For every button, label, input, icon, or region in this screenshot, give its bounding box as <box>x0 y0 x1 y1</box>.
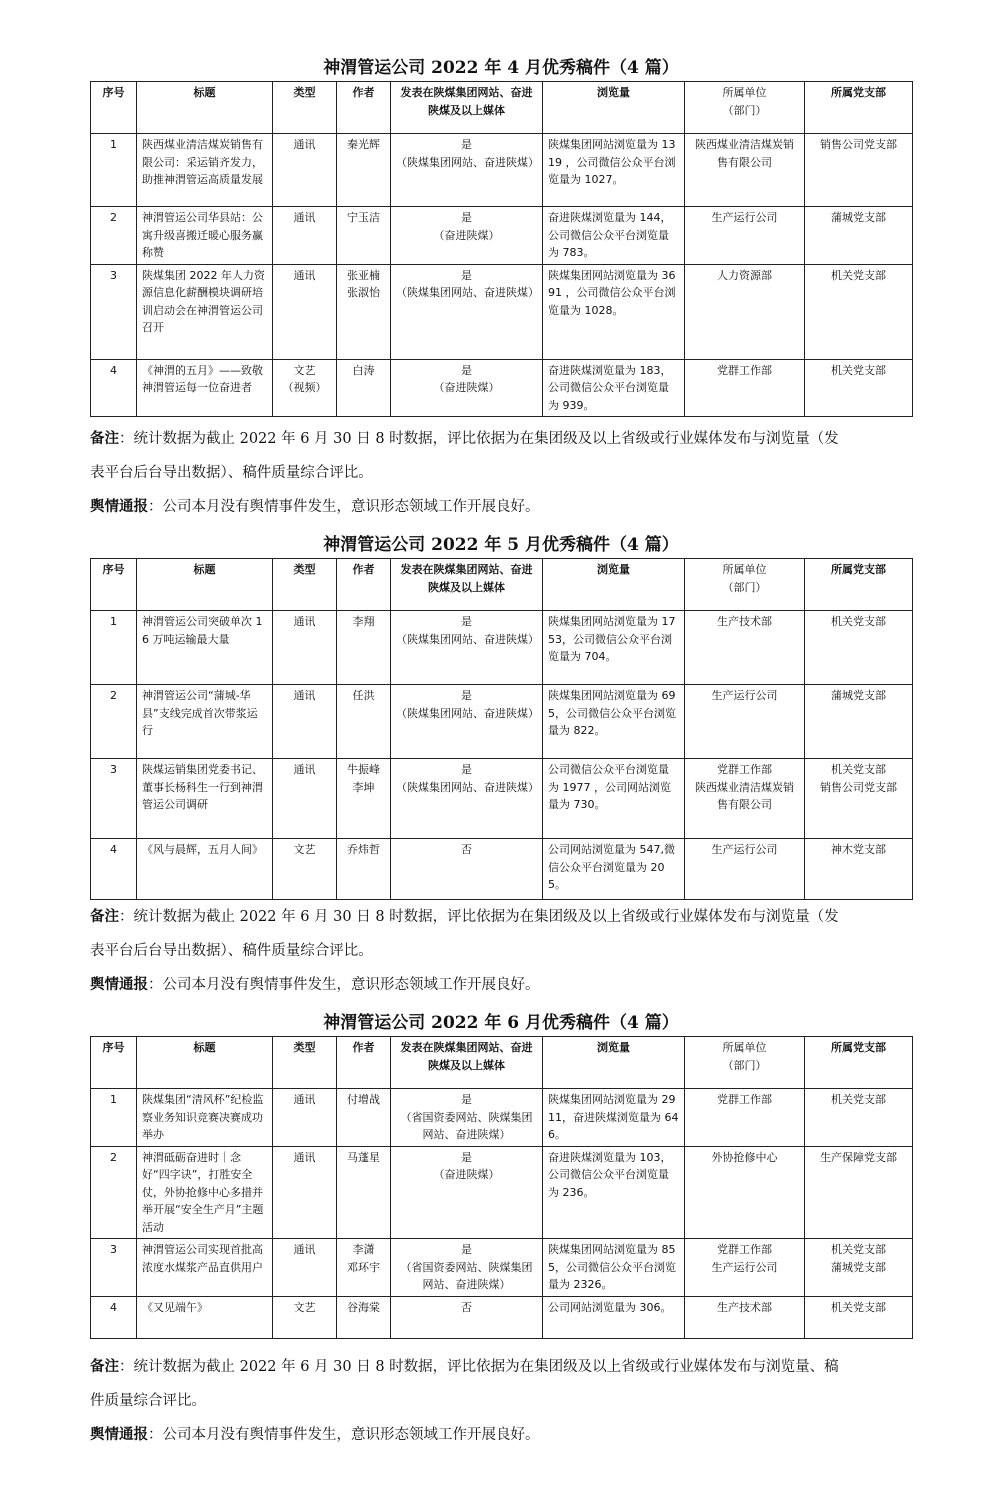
cell-publish <box>391 1146 543 1239</box>
header-type: 类型 <box>273 82 337 134</box>
cell-publish-line: 是 <box>461 363 472 377</box>
cell-type: 文艺 <box>273 1296 337 1338</box>
cell-author: 秦光辉 <box>337 134 391 207</box>
cell-unit-line: 陕西煤业清洁煤炭销售有限公司 <box>695 780 794 811</box>
cell-title: 神渭管运公司“蒲城-华县”支线完成首次带浆运行 <box>137 685 273 759</box>
cell-title: 《又见端午》 <box>137 1296 273 1338</box>
cell-branch: 机关党支部 <box>805 1296 913 1338</box>
cell-type: 通讯 <box>273 207 337 265</box>
cell-publish: 否 <box>391 839 543 900</box>
cell-views: 公司网站浏览量为 306。 <box>543 1296 685 1338</box>
cell-author-line: 李坤 <box>352 780 375 794</box>
cell-unit: 党群工作部 <box>685 359 805 417</box>
cell-publish-line: 是 <box>461 615 472 628</box>
cell-unit: 生产技术部 <box>685 611 805 685</box>
cell-title: 陕煤集团“清风杯”纪检监察业务知识竞赛决赛成功举办 <box>137 1089 273 1147</box>
table-row <box>91 685 913 759</box>
cell-publish-line: （省国资委网站、陕煤集团网站、奋进陕煤） <box>400 1260 533 1291</box>
opinion-label: 舆情通报 <box>90 976 148 993</box>
remark-text: ：统计数据为截止 2022 年 6 月 30 日 8 时数据，评比依据为在集团级及以上省级或行业媒体发布与浏览量、稿 <box>119 1359 839 1375</box>
opinion-label: 舆情通报 <box>90 498 148 515</box>
header-unit-sub: （部门） <box>722 580 767 594</box>
cell-type: 通讯 <box>273 264 337 359</box>
header-branch: 所属党支部 <box>805 559 913 611</box>
header-unit-sub: （部门） <box>722 1058 767 1072</box>
cell-author <box>337 759 391 839</box>
table-header-row <box>91 82 913 134</box>
cell-publish-line: 是 <box>461 138 472 151</box>
cell-type: 通讯 <box>273 611 337 685</box>
table-row <box>91 359 913 417</box>
opinion-line <box>90 1418 912 1452</box>
cell-branch: 机关党支部 <box>805 359 913 417</box>
cell-type: 通讯 <box>273 1239 337 1297</box>
header-branch: 所属党支部 <box>805 1037 913 1089</box>
cell-publish <box>391 759 543 839</box>
cell-publish <box>391 1239 543 1297</box>
cell-branch-line: 机关党支部 <box>831 763 886 776</box>
cell-no: 3 <box>91 1239 137 1297</box>
cell-type: 文艺 <box>273 839 337 900</box>
cell-no: 4 <box>91 1296 137 1338</box>
cell-publish-line: 是 <box>461 1150 472 1164</box>
april-notes <box>90 422 912 524</box>
cell-unit: 人力资源部 <box>685 264 805 359</box>
cell-unit-line: 党群工作部 <box>717 763 772 776</box>
cell-publish <box>391 264 543 359</box>
cell-author: 马蓬星 <box>337 1146 391 1239</box>
cell-unit: 外协抢修中心 <box>685 1146 805 1239</box>
articles-table <box>90 81 913 417</box>
cell-views: 奋进陕煤浏览量为 183，公司微信公众平台浏览量为 939。 <box>543 359 685 417</box>
cell-unit-line: 生产运行公司 <box>711 1260 778 1274</box>
header-unit <box>685 1037 805 1089</box>
header-publish: 发表在陕煤集团网站、奋进陕煤及以上媒体 <box>391 82 543 134</box>
header-unit-label: 所属单位 <box>722 86 767 99</box>
cell-publish <box>391 1089 543 1147</box>
section-title: 神渭管运公司 2022 年 6 月优秀稿件（4 篇） <box>323 1013 679 1033</box>
june-notes <box>90 1350 912 1452</box>
cell-views: 陕煤集团网站浏览量为 695，公司微信公众平台浏览量为 822。 <box>543 685 685 759</box>
cell-views: 陕煤集团网站浏览量为 3691 ，公司微信公众平台浏览量为 1028。 <box>543 264 685 359</box>
cell-branch-line: 销售公司党支部 <box>820 780 897 794</box>
cell-branch: 机关党支部 <box>805 611 913 685</box>
table-row <box>91 1146 913 1239</box>
header-unit-label: 所属单位 <box>722 1041 767 1054</box>
header-type: 类型 <box>273 1037 337 1089</box>
cell-no: 2 <box>91 685 137 759</box>
articles-table <box>90 1036 913 1339</box>
cell-type-line: 文艺 <box>293 363 316 377</box>
header-author: 作者 <box>337 82 391 134</box>
cell-publish-line: （陕煤集团网站、奋进陕煤） <box>396 155 539 169</box>
articles-table <box>90 558 913 900</box>
cell-author <box>337 264 391 359</box>
cell-author: 乔炜哲 <box>337 839 391 900</box>
remark-line-2: 表平台后台导出数据）、稿件质量综合评比。 <box>90 943 373 959</box>
header-author: 作者 <box>337 559 391 611</box>
cell-views: 公司网站浏览量为 547,微信公众平台浏览量为 205。 <box>543 839 685 900</box>
remark-line <box>90 900 912 934</box>
cell-author: 谷海棠 <box>337 1296 391 1338</box>
remark-label: 备注 <box>90 430 119 447</box>
header-publish: 发表在陕煤集团网站、奋进陕煤及以上媒体 <box>391 1037 543 1089</box>
cell-publish <box>391 359 543 417</box>
cell-type-line: （视频） <box>282 381 327 394</box>
cell-unit: 党群工作部 <box>685 1089 805 1147</box>
cell-views: 陕煤集团网站浏览量为 855，公司微信公众平台浏览量为 2326。 <box>543 1239 685 1297</box>
cell-type: 通讯 <box>273 759 337 839</box>
cell-publish-line: （奋进陕煤） <box>433 381 500 394</box>
table-header-row <box>91 559 913 611</box>
table-row <box>91 134 913 207</box>
table-row <box>91 1089 913 1147</box>
cell-title: 陕西煤业清洁煤炭销售有限公司：采运销齐发力，助推神渭管运高质量发展 <box>137 134 273 207</box>
header-branch: 所属党支部 <box>805 82 913 134</box>
cell-publish-line: （陕煤集团网站、奋进陕煤） <box>396 632 539 646</box>
cell-no: 3 <box>91 264 137 359</box>
header-title: 标题 <box>137 559 273 611</box>
cell-no: 1 <box>91 1089 137 1147</box>
remark-text: ：统计数据为截止 2022 年 6 月 30 日 8 时数据，评比依据为在集团级及以上省级或行业媒体发布与浏览量（发 <box>119 909 839 925</box>
cell-title: 神渭管运公司华县站：公寓升级喜搬迁暖心服务赢称赞 <box>137 207 273 265</box>
cell-branch: 神木党支部 <box>805 839 913 900</box>
cell-publish-line: （省国资委网站、陕煤集团网站、奋进陕煤） <box>400 1110 533 1141</box>
cell-type: 通讯 <box>273 685 337 759</box>
cell-publish <box>391 611 543 685</box>
header-unit <box>685 82 805 134</box>
cell-unit: 生产技术部 <box>685 1296 805 1338</box>
remark-text: ：统计数据为截止 2022 年 6 月 30 日 8 时数据，评比依据为在集团级及以上省级或行业媒体发布与浏览量（发 <box>119 431 839 447</box>
april-section <box>90 55 912 417</box>
table-row <box>91 1239 913 1297</box>
cell-views: 公司微信公众平台浏览量为 1977 ，公司网站浏览量为 730。 <box>543 759 685 839</box>
remark-line <box>90 422 912 456</box>
cell-branch: 蒲城党支部 <box>805 685 913 759</box>
cell-views: 陕煤集团网站浏览量为 2911，奋进陕煤浏览量为 646。 <box>543 1089 685 1147</box>
table-row <box>91 611 913 685</box>
opinion-text: ：公司本月没有舆情事件发生，意识形态领域工作开展良好。 <box>148 1427 540 1443</box>
cell-author-line: 邓环宇 <box>347 1260 380 1274</box>
cell-author: 付增战 <box>337 1089 391 1147</box>
header-views: 浏览量 <box>543 559 685 611</box>
may-notes <box>90 900 912 1002</box>
cell-branch <box>805 759 913 839</box>
cell-branch <box>805 1239 913 1297</box>
cell-publish <box>391 685 543 759</box>
cell-author-line: 牛振峰 <box>347 763 380 776</box>
header-title: 标题 <box>137 1037 273 1089</box>
header-seq: 序号 <box>91 559 137 611</box>
cell-publish: 否 <box>391 1296 543 1338</box>
cell-unit: 陕西煤业清洁煤炭销售有限公司 <box>685 134 805 207</box>
cell-type: 通讯 <box>273 134 337 207</box>
remark-line <box>90 1350 912 1384</box>
header-seq: 序号 <box>91 1037 137 1089</box>
cell-no: 3 <box>91 759 137 839</box>
cell-title: 《风与晨辉，五月人间》 <box>137 839 273 900</box>
cell-publish-line: 是 <box>461 689 472 702</box>
cell-no: 2 <box>91 1146 137 1239</box>
cell-title: 陕煤集团 2022 年人力资源信息化薪酬模块调研培训启动会在神渭管运公司召开 <box>137 264 273 359</box>
cell-author: 任洪 <box>337 685 391 759</box>
cell-author <box>337 1239 391 1297</box>
cell-publish-line: （奋进陕煤） <box>433 1168 500 1181</box>
cell-publish-line: （奋进陕煤） <box>433 228 500 242</box>
remark-line-2: 件质量综合评比。 <box>90 1393 206 1409</box>
may-section <box>90 532 912 900</box>
table-row <box>91 1296 913 1338</box>
cell-branch: 蒲城党支部 <box>805 207 913 265</box>
cell-author-line: 张淑怡 <box>347 286 380 299</box>
cell-author-line: 张亚楠 <box>347 268 380 282</box>
cell-unit-line: 党群工作部 <box>717 1243 772 1256</box>
cell-author-line: 李潇 <box>352 1243 375 1256</box>
cell-title: 神渭管运公司突破单次 16 万吨运输最大量 <box>137 611 273 685</box>
opinion-text: ：公司本月没有舆情事件发生，意识形态领域工作开展良好。 <box>148 499 540 515</box>
cell-publish-line: （陕煤集团网站、奋进陕煤） <box>396 706 539 720</box>
cell-title: 神渭砥砺奋进时｜念好“四字诀”，打胜安全仗，外协抢修中心多措并举开展“安全生产月”主题活动 <box>137 1146 273 1239</box>
opinion-label: 舆情通报 <box>90 1426 148 1443</box>
cell-type: 通讯 <box>273 1146 337 1239</box>
cell-publish-line: 是 <box>461 268 472 282</box>
remark-line-2: 表平台后台导出数据）、稿件质量综合评比。 <box>90 465 373 481</box>
header-unit-label: 所属单位 <box>722 563 767 576</box>
remark-label: 备注 <box>90 1358 119 1375</box>
cell-author: 李翔 <box>337 611 391 685</box>
table-row <box>91 207 913 265</box>
june-section <box>90 1010 912 1339</box>
cell-title: 《神渭的五月》——致敬神渭管运每一位奋进者 <box>137 359 273 417</box>
cell-publish-line: 是 <box>461 1243 472 1256</box>
cell-branch: 机关党支部 <box>805 264 913 359</box>
table-row <box>91 759 913 839</box>
cell-publish-line: 是 <box>461 763 472 776</box>
cell-title: 陕煤运销集团党委书记、董事长杨科生一行到神渭管运公司调研 <box>137 759 273 839</box>
cell-no: 1 <box>91 611 137 685</box>
header-views: 浏览量 <box>543 1037 685 1089</box>
cell-views: 奋进陕煤浏览量为 103，公司微信公众平台浏览量为 236。 <box>543 1146 685 1239</box>
table-row <box>91 839 913 900</box>
cell-title: 神渭管运公司实现首批高浓度水煤浆产品直供用户 <box>137 1239 273 1297</box>
cell-no: 4 <box>91 359 137 417</box>
cell-no: 4 <box>91 839 137 900</box>
section-title: 神渭管运公司 2022 年 4 月优秀稿件（4 篇） <box>323 58 679 78</box>
header-unit-sub: （部门） <box>722 103 767 117</box>
cell-unit <box>685 1239 805 1297</box>
cell-unit <box>685 759 805 839</box>
table-header-row <box>91 1037 913 1089</box>
cell-publish <box>391 207 543 265</box>
header-publish: 发表在陕煤集团网站、奋进陕煤及以上媒体 <box>391 559 543 611</box>
cell-publish-line: （陕煤集团网站、奋进陕煤） <box>396 780 539 794</box>
cell-author: 白涛 <box>337 359 391 417</box>
cell-branch: 生产保障党支部 <box>805 1146 913 1239</box>
table-row <box>91 264 913 359</box>
header-views: 浏览量 <box>543 82 685 134</box>
cell-branch-line: 蒲城党支部 <box>831 1260 886 1274</box>
cell-type <box>273 359 337 417</box>
opinion-line <box>90 490 912 524</box>
cell-no: 2 <box>91 207 137 265</box>
header-unit <box>685 559 805 611</box>
cell-type: 通讯 <box>273 1089 337 1147</box>
cell-publish-line: 是 <box>461 1093 472 1106</box>
cell-no: 1 <box>91 134 137 207</box>
cell-publish-line: 是 <box>461 211 472 224</box>
cell-branch: 销售公司党支部 <box>805 134 913 207</box>
remark-label: 备注 <box>90 908 119 925</box>
cell-branch-line: 机关党支部 <box>831 1243 886 1256</box>
opinion-text: ：公司本月没有舆情事件发生，意识形态领域工作开展良好。 <box>148 977 540 993</box>
header-author: 作者 <box>337 1037 391 1089</box>
cell-views: 陕煤集团网站浏览量为 1319 ，公司微信公众平台浏览量为 1027。 <box>543 134 685 207</box>
cell-author: 宁玉洁 <box>337 207 391 265</box>
cell-publish <box>391 134 543 207</box>
header-type: 类型 <box>273 559 337 611</box>
cell-publish-line: （陕煤集团网站、奋进陕煤） <box>396 286 539 299</box>
cell-branch: 机关党支部 <box>805 1089 913 1147</box>
header-title: 标题 <box>137 82 273 134</box>
section-title: 神渭管运公司 2022 年 5 月优秀稿件（4 篇） <box>323 535 679 555</box>
header-seq: 序号 <box>91 82 137 134</box>
cell-unit: 生产运行公司 <box>685 839 805 900</box>
cell-views: 陕煤集团网站浏览量为 1753，公司微信公众平台浏览量为 704。 <box>543 611 685 685</box>
opinion-line <box>90 968 912 1002</box>
cell-views: 奋进陕煤浏览量为 144，公司微信公众平台浏览量为 783。 <box>543 207 685 265</box>
cell-unit: 生产运行公司 <box>685 207 805 265</box>
cell-unit: 生产运行公司 <box>685 685 805 759</box>
